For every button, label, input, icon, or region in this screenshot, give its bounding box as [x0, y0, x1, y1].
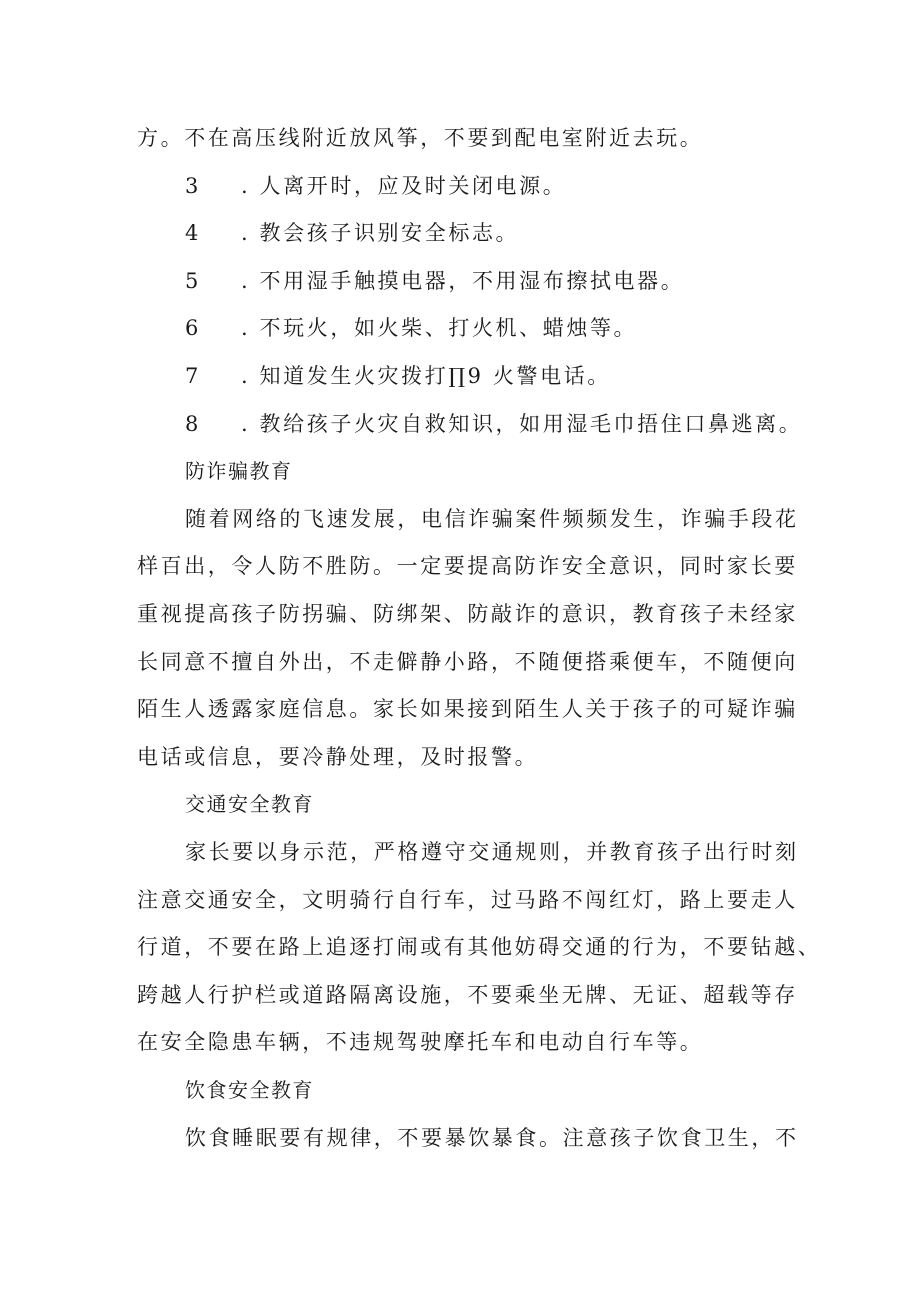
paragraph-line: 随着网络的飞速发展，电信诈骗案件频频发生，诈骗手段花: [185, 507, 799, 531]
list-item: [185, 410, 802, 438]
list-item-number: 4: [185, 221, 199, 245]
paragraph-line: 重视提高孩子防拐骗、防绑架、防敲诈的意识，教育孩子未经家: [137, 602, 798, 626]
list-item-text: . 人离开时，应及时关闭电源。: [241, 174, 567, 198]
paragraph-line: 方。不在高压线附近放风筝，不要到配电室附近去玩。: [137, 126, 704, 150]
paragraph-line: 家长要以身示范，严格遵守交通规则，并教育孩子出行时刻: [185, 840, 799, 864]
paragraph-line: 陌生人透露家庭信息。家长如果接到陌生人关于孩子的可疑诈骗: [137, 697, 798, 721]
section-heading: 防诈骗教育: [185, 459, 293, 483]
section-heading: 饮食安全教育: [185, 1078, 314, 1102]
list-item: [185, 362, 611, 390]
list-item-number: 6: [185, 316, 199, 340]
list-item-number: 7: [185, 364, 199, 388]
list-item: [185, 219, 519, 247]
paragraph-line: 电话或信息，要冷静处理，及时报警。: [137, 745, 539, 769]
list-item-text: . 不玩火，如火柴、打火机、蜡烛等。: [241, 316, 638, 340]
paragraph-line: 跨越人行护栏或道路隔离设施，不要乘坐无牌、无证、超载等存: [137, 983, 798, 1007]
list-item-text: . 教会孩子识别安全标志。: [241, 221, 520, 245]
paragraph-line: 样百出，令人防不胜防。一定要提高防诈安全意识，同时家长要: [137, 554, 798, 578]
list-item: [185, 314, 637, 342]
list-item: [185, 267, 684, 295]
list-item-number: 3: [185, 174, 199, 198]
list-item-text: . 教给孩子火灾自救知识，如用湿毛巾捂住口鼻逃离。: [241, 412, 803, 436]
list-item-text: . 不用湿手触摸电器，不用湿布擦拭电器。: [241, 269, 685, 293]
list-item-number: 5: [185, 269, 199, 293]
list-item-text: . 知道发生火灾拨打∏9 火警电话。: [241, 364, 611, 388]
paragraph-line: 注意交通安全，文明骑行自行车，过马路不闯红灯，路上要走人: [137, 888, 798, 912]
list-item: [185, 172, 566, 200]
section-heading: 交通安全教育: [185, 792, 314, 816]
list-item-number: 8: [185, 412, 199, 436]
paragraph-line: 长同意不擅自外出，不走僻静小路，不随便搭乘便车，不随便向: [137, 650, 798, 674]
paragraph-line: 饮食睡眠要有规律，不要暴饮暴食。注意孩子饮食卫生，不: [185, 1126, 799, 1150]
paragraph-line: 行道，不要在路上追逐打闹或有其他妨碍交通的行为，不要钻越、: [137, 935, 822, 959]
paragraph-line: 在安全隐患车辆，不违规驾驶摩托车和电动自行车等。: [137, 1030, 704, 1054]
